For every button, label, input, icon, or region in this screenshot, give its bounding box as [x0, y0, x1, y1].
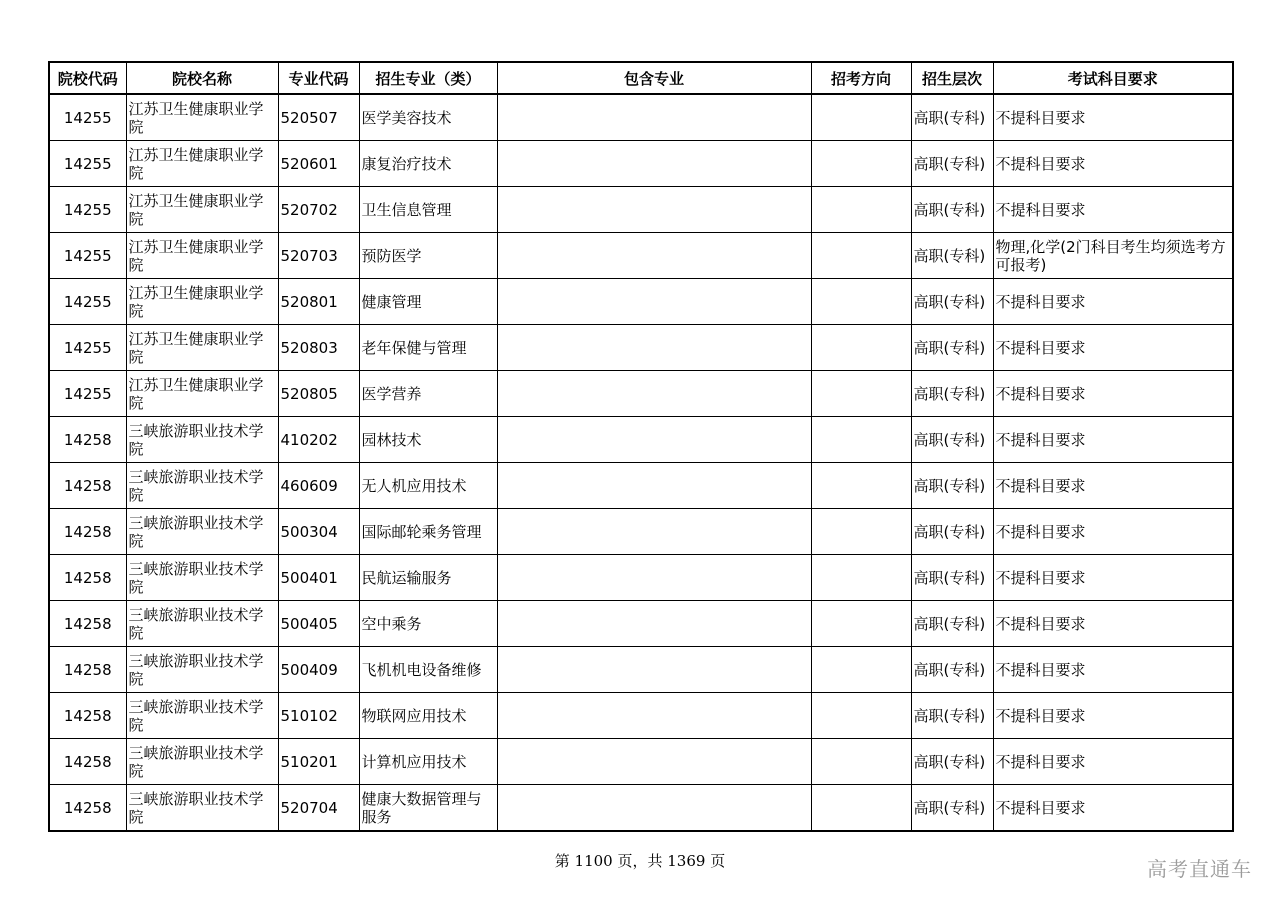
cell-school-code: 14258 [49, 647, 126, 693]
cell-major-code: 510201 [278, 739, 359, 785]
cell-requirement: 不提科目要求 [993, 555, 1233, 601]
cell-school-name: 江苏卫生健康职业学院 [126, 141, 278, 187]
cell-major: 国际邮轮乘务管理 [359, 509, 497, 555]
cell-school-name: 江苏卫生健康职业学院 [126, 94, 278, 141]
cell-level: 高职(专科) [911, 233, 993, 279]
cell-major: 预防医学 [359, 233, 497, 279]
cell-level: 高职(专科) [911, 785, 993, 832]
cell-major: 空中乘务 [359, 601, 497, 647]
cell-included-majors [497, 555, 811, 601]
cell-school-code: 14255 [49, 233, 126, 279]
cell-direction [811, 555, 911, 601]
cell-included-majors [497, 601, 811, 647]
cell-requirement: 不提科目要求 [993, 601, 1233, 647]
cell-direction [811, 325, 911, 371]
cell-school-code: 14258 [49, 785, 126, 832]
table-row [49, 785, 1233, 832]
cell-school-code: 14258 [49, 463, 126, 509]
cell-major-code: 500405 [278, 601, 359, 647]
cell-included-majors [497, 94, 811, 141]
header-school-code: 院校代码 [49, 62, 126, 94]
cell-school-code: 14258 [49, 693, 126, 739]
cell-major-code: 520704 [278, 785, 359, 832]
cell-school-code: 14255 [49, 279, 126, 325]
cell-direction [811, 141, 911, 187]
table-header [49, 62, 1233, 94]
table-row [49, 233, 1233, 279]
cell-included-majors [497, 233, 811, 279]
cell-included-majors [497, 187, 811, 233]
cell-requirement: 不提科目要求 [993, 279, 1233, 325]
table-body [49, 94, 1233, 831]
cell-school-name: 三峡旅游职业技术学院 [126, 463, 278, 509]
cell-level: 高职(专科) [911, 601, 993, 647]
table-row [49, 94, 1233, 141]
cell-included-majors [497, 785, 811, 832]
cell-included-majors [497, 325, 811, 371]
cell-major-code: 410202 [278, 417, 359, 463]
cell-requirement: 不提科目要求 [993, 739, 1233, 785]
cell-school-name: 三峡旅游职业技术学院 [126, 785, 278, 832]
header-major: 招生专业（类） [359, 62, 497, 94]
cell-included-majors [497, 647, 811, 693]
cell-school-code: 14255 [49, 94, 126, 141]
cell-requirement: 不提科目要求 [993, 647, 1233, 693]
cell-major: 健康管理 [359, 279, 497, 325]
cell-included-majors [497, 371, 811, 417]
cell-major: 康复治疗技术 [359, 141, 497, 187]
cell-requirement: 不提科目要求 [993, 693, 1233, 739]
cell-school-code: 14258 [49, 509, 126, 555]
cell-direction [811, 371, 911, 417]
cell-school-name: 三峡旅游职业技术学院 [126, 417, 278, 463]
cell-school-name: 江苏卫生健康职业学院 [126, 233, 278, 279]
header-row [49, 62, 1233, 94]
cell-major-code: 500304 [278, 509, 359, 555]
cell-major-code: 520601 [278, 141, 359, 187]
cell-level: 高职(专科) [911, 647, 993, 693]
admissions-table [48, 61, 1234, 832]
cell-major-code: 460609 [278, 463, 359, 509]
table-row [49, 647, 1233, 693]
cell-major-code: 520805 [278, 371, 359, 417]
cell-requirement: 不提科目要求 [993, 417, 1233, 463]
cell-direction [811, 739, 911, 785]
cell-requirement: 不提科目要求 [993, 325, 1233, 371]
cell-major-code: 500409 [278, 647, 359, 693]
cell-school-name: 江苏卫生健康职业学院 [126, 371, 278, 417]
table-row [49, 555, 1233, 601]
header-school-name: 院校名称 [126, 62, 278, 94]
cell-school-name: 三峡旅游职业技术学院 [126, 739, 278, 785]
cell-direction [811, 417, 911, 463]
cell-requirement: 不提科目要求 [993, 785, 1233, 832]
table-row [49, 417, 1233, 463]
cell-school-name: 江苏卫生健康职业学院 [126, 187, 278, 233]
cell-major: 医学营养 [359, 371, 497, 417]
cell-school-name: 三峡旅游职业技术学院 [126, 693, 278, 739]
header-direction: 招考方向 [811, 62, 911, 94]
cell-requirement: 不提科目要求 [993, 463, 1233, 509]
cell-direction [811, 279, 911, 325]
table-row [49, 187, 1233, 233]
cell-major-code: 520702 [278, 187, 359, 233]
cell-direction [811, 647, 911, 693]
cell-level: 高职(专科) [911, 463, 993, 509]
cell-direction [811, 693, 911, 739]
cell-major: 物联网应用技术 [359, 693, 497, 739]
cell-direction [811, 785, 911, 832]
cell-major: 园林技术 [359, 417, 497, 463]
cell-level: 高职(专科) [911, 417, 993, 463]
cell-requirement: 不提科目要求 [993, 187, 1233, 233]
page-footer: 第 1100 页，共 1369 页 [554, 852, 726, 870]
cell-school-code: 14255 [49, 187, 126, 233]
cell-included-majors [497, 279, 811, 325]
cell-level: 高职(专科) [911, 693, 993, 739]
cell-school-code: 14258 [49, 555, 126, 601]
table-row [49, 141, 1233, 187]
cell-school-code: 14255 [49, 325, 126, 371]
cell-level: 高职(专科) [911, 94, 993, 141]
cell-direction [811, 187, 911, 233]
cell-direction [811, 233, 911, 279]
cell-included-majors [497, 693, 811, 739]
cell-level: 高职(专科) [911, 371, 993, 417]
cell-school-name: 三峡旅游职业技术学院 [126, 555, 278, 601]
cell-major-code: 520803 [278, 325, 359, 371]
cell-school-name: 三峡旅游职业技术学院 [126, 647, 278, 693]
table-row [49, 601, 1233, 647]
cell-major: 健康大数据管理与服务 [359, 785, 497, 832]
cell-major-code: 520507 [278, 94, 359, 141]
cell-major: 计算机应用技术 [359, 739, 497, 785]
cell-major: 飞机机电设备维修 [359, 647, 497, 693]
cell-school-code: 14258 [49, 739, 126, 785]
cell-school-code: 14255 [49, 371, 126, 417]
cell-direction [811, 509, 911, 555]
cell-school-code: 14258 [49, 601, 126, 647]
header-level: 招生层次 [911, 62, 993, 94]
cell-school-name: 三峡旅游职业技术学院 [126, 509, 278, 555]
table-row [49, 371, 1233, 417]
table-row [49, 739, 1233, 785]
cell-requirement: 不提科目要求 [993, 509, 1233, 555]
cell-major: 卫生信息管理 [359, 187, 497, 233]
watermark: 高考直通车 [1147, 857, 1252, 881]
header-major-code: 专业代码 [278, 62, 359, 94]
header-requirement: 考试科目要求 [993, 62, 1233, 94]
cell-direction [811, 601, 911, 647]
cell-major: 民航运输服务 [359, 555, 497, 601]
table-row [49, 279, 1233, 325]
cell-level: 高职(专科) [911, 279, 993, 325]
cell-major: 医学美容技术 [359, 94, 497, 141]
cell-major-code: 510102 [278, 693, 359, 739]
table-row [49, 693, 1233, 739]
table-row [49, 325, 1233, 371]
cell-major-code: 520801 [278, 279, 359, 325]
cell-level: 高职(专科) [911, 555, 993, 601]
cell-major: 老年保健与管理 [359, 325, 497, 371]
cell-school-name: 江苏卫生健康职业学院 [126, 279, 278, 325]
cell-direction [811, 463, 911, 509]
cell-major-code: 520703 [278, 233, 359, 279]
cell-major-code: 500401 [278, 555, 359, 601]
cell-direction [811, 94, 911, 141]
cell-level: 高职(专科) [911, 739, 993, 785]
cell-school-code: 14258 [49, 417, 126, 463]
cell-included-majors [497, 141, 811, 187]
cell-level: 高职(专科) [911, 325, 993, 371]
cell-requirement: 物理,化学(2门科目考生均须选考方可报考) [993, 233, 1233, 279]
cell-requirement: 不提科目要求 [993, 141, 1233, 187]
cell-level: 高职(专科) [911, 509, 993, 555]
table-row [49, 463, 1233, 509]
cell-school-code: 14255 [49, 141, 126, 187]
cell-level: 高职(专科) [911, 141, 993, 187]
cell-included-majors [497, 739, 811, 785]
cell-level: 高职(专科) [911, 187, 993, 233]
cell-included-majors [497, 463, 811, 509]
header-included-majors: 包含专业 [497, 62, 811, 94]
cell-requirement: 不提科目要求 [993, 94, 1233, 141]
cell-school-name: 三峡旅游职业技术学院 [126, 601, 278, 647]
cell-included-majors [497, 417, 811, 463]
cell-major: 无人机应用技术 [359, 463, 497, 509]
cell-included-majors [497, 509, 811, 555]
cell-requirement: 不提科目要求 [993, 371, 1233, 417]
table-row [49, 509, 1233, 555]
cell-school-name: 江苏卫生健康职业学院 [126, 325, 278, 371]
